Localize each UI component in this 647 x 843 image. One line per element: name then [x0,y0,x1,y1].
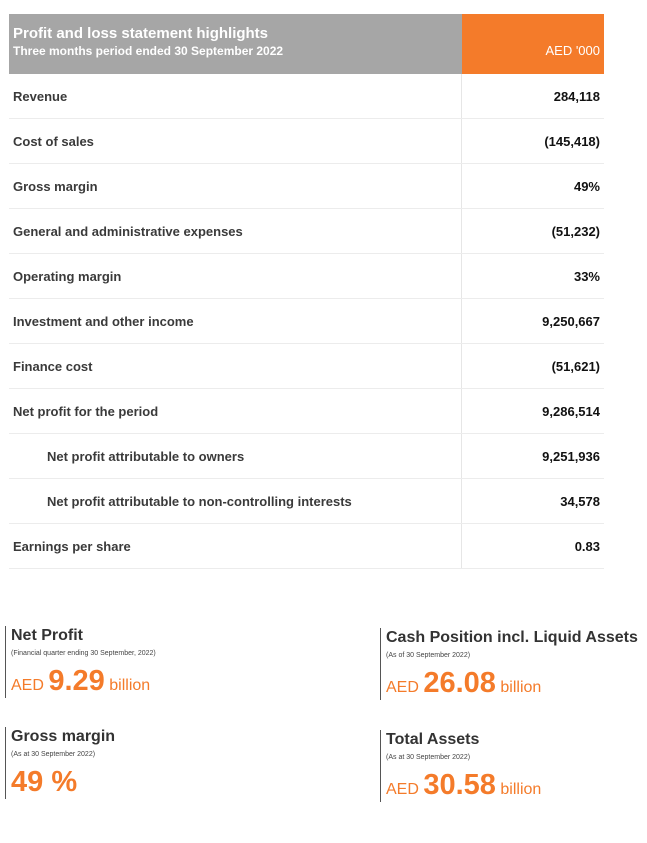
row-value: 9,286,514 [542,403,600,419]
row-value: 0.83 [574,538,600,554]
kpi-title: Cash Position incl. Liquid Assets [386,629,638,646]
table-row [9,389,604,434]
kpi-number: 49 % [11,766,78,798]
kpi-suffix: billion [500,679,542,696]
row-label: Net profit attributable to owners [9,434,462,478]
row-value: (145,418) [544,133,600,149]
row-label: Operating margin [9,254,462,298]
table-row [9,434,604,479]
row-label: Cost of sales [9,119,462,163]
row-value: (51,621) [551,358,600,374]
kpi-note: (As of 30 September 2022) [386,652,471,659]
kpi-note: (Financial quarter ending 30 September, 2022) [11,650,156,657]
row-value: 33% [573,268,600,284]
table-row [9,344,604,389]
table-row [9,209,604,254]
table-header [9,14,604,74]
table-row [9,299,604,344]
kpi-value-line [386,667,642,700]
kpi-value-line [11,665,335,698]
pl-statement-table [9,14,604,569]
row-value: 9,250,667 [542,313,600,329]
row-label: General and administrative expenses [9,209,462,253]
row-label: Revenue [9,74,462,118]
kpi-title: Gross margin [11,728,116,745]
kpi-total-assets [380,730,642,802]
kpi-number: 9.29 [48,665,105,697]
row-value: (51,232) [551,223,600,239]
statement-title: Profit and loss statement highlights [13,25,269,42]
kpi-suffix: billion [500,781,542,798]
kpi-net-profit [5,626,335,698]
row-value: 49% [573,178,600,194]
row-value: 9,251,936 [542,448,600,464]
kpi-prefix: AED [386,781,419,798]
table-row [9,479,604,524]
kpi-cash-position [380,628,642,700]
kpi-prefix: AED [11,677,44,694]
kpi-value-line [11,766,335,799]
row-label: Finance cost [9,344,462,388]
row-label: Investment and other income [9,299,462,343]
table-row [9,119,604,164]
kpi-note: (As at 30 September 2022) [386,754,471,761]
table-row [9,164,604,209]
row-label: Gross margin [9,164,462,208]
table-header-title-cell [9,14,462,74]
kpi-title: Net Profit [11,627,83,644]
kpi-title: Total Assets [386,731,480,748]
row-label: Net profit attributable to non-controlling interests [9,479,462,523]
kpi-suffix: billion [109,677,151,694]
kpi-gross-margin [5,727,335,799]
table-row [9,254,604,299]
row-label: Earnings per share [9,524,462,568]
table-row [9,524,604,569]
kpi-number: 30.58 [423,769,496,801]
unit-header: AED '000 [462,14,604,74]
statement-subtitle: Three months period ended 30 September 2022 [13,44,284,58]
table-row [9,74,604,119]
row-value: 34,578 [560,493,600,509]
kpi-prefix: AED [386,679,419,696]
row-value: 284,118 [553,88,600,104]
kpi-number: 26.08 [423,667,496,699]
row-label: Net profit for the period [9,389,462,433]
kpi-value-line [386,769,642,802]
kpi-note: (As at 30 September 2022) [11,751,96,758]
